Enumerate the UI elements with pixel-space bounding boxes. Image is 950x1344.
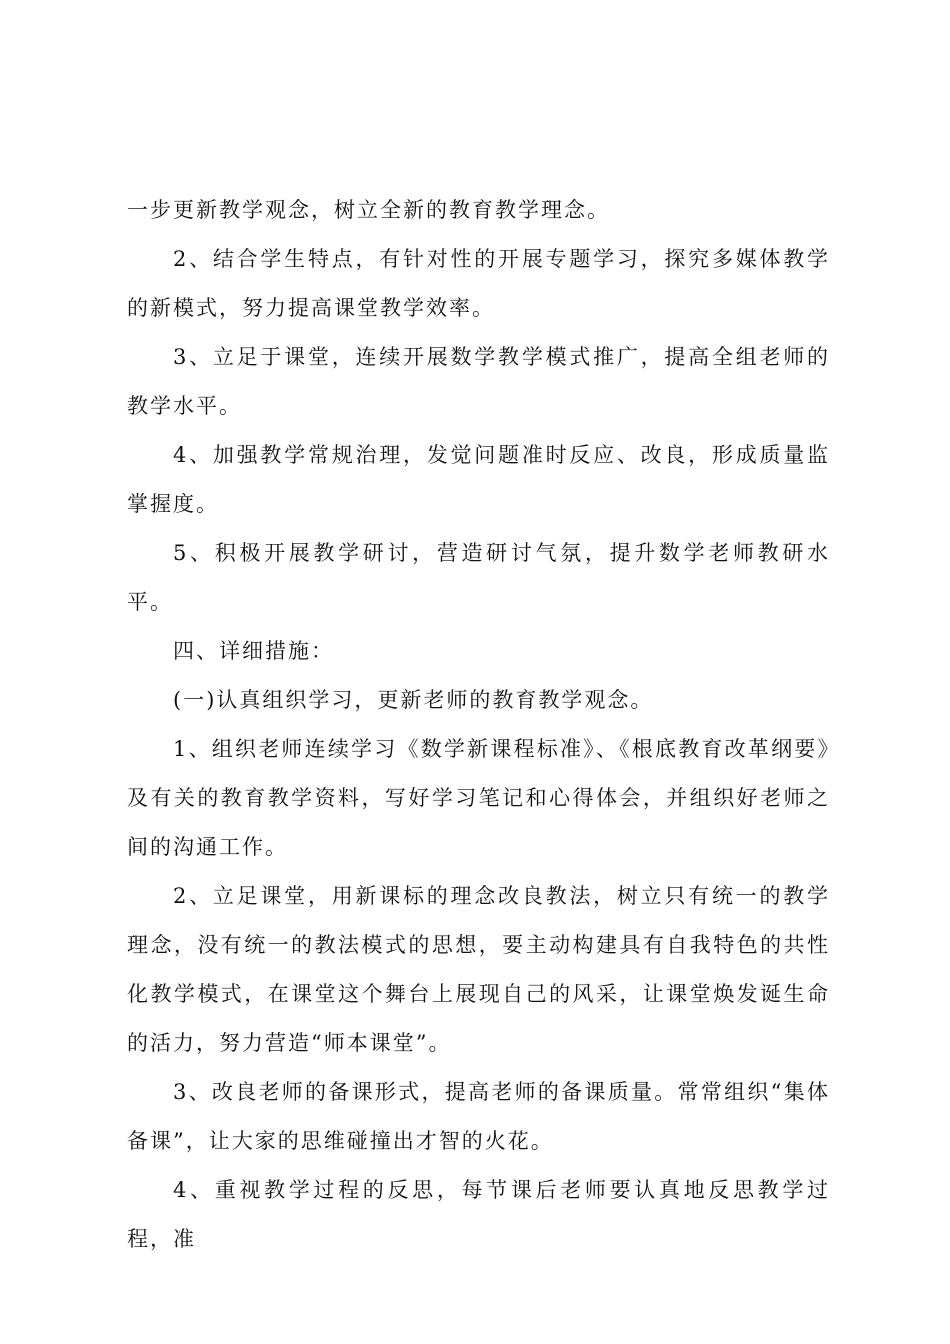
document-body xyxy=(127,186,830,1264)
measure-item-3: 3、改良老师的备课形式，提高老师的备课质量。常常组织“集体备课”，让大家的思维碰撞出才智的火花。 xyxy=(127,1080,830,1153)
paragraph-item-2: 2、结合学生特点，有针对性的开展专题学习，探究多媒体教学的新模式，努力提高课堂教学效率。 xyxy=(127,247,830,320)
section-heading-measures: 四、详细措施： xyxy=(173,639,334,663)
paragraph-item-5: 5、积极开展教学研讨，营造研讨气氛，提升数学老师教研水平。 xyxy=(127,541,830,614)
subsection-heading-1: (一)认真组织学习，更新老师的教育教学观念。 xyxy=(173,688,654,712)
paragraph-item-3: 3、立足于课堂，连续开展数学教学模式推广，提高全组老师的教学水平。 xyxy=(127,345,830,418)
measure-item-2: 2、立足课堂，用新课标的理念改良教法，树立只有统一的教学理念，没有统一的教法模式的思想，要主动构建具有自我特色的共性化教学模式，在课堂这个舞台上展现自己的风采，让课堂焕发诞生命的活力，努力营造“师本课堂”。 xyxy=(127,884,830,1055)
paragraph-item-4: 4、加强教学常规治理，发觉问题准时反应、改良，形成质量监掌握度。 xyxy=(127,443,830,516)
paragraph-continuation: 一步更新教学观念，树立全新的教育教学理念。 xyxy=(127,198,610,222)
measure-item-1: 1、组织老师连续学习《数学新课程标准》、《根底教育改革纲要》及有关的教育教学资料，写好学习笔记和心得体会，并组织好老师之间的沟通工作。 xyxy=(127,737,830,859)
measure-item-4: 4、重视教学过程的反思，每节课后老师要认真地反思教学过程，准 xyxy=(127,1178,830,1251)
